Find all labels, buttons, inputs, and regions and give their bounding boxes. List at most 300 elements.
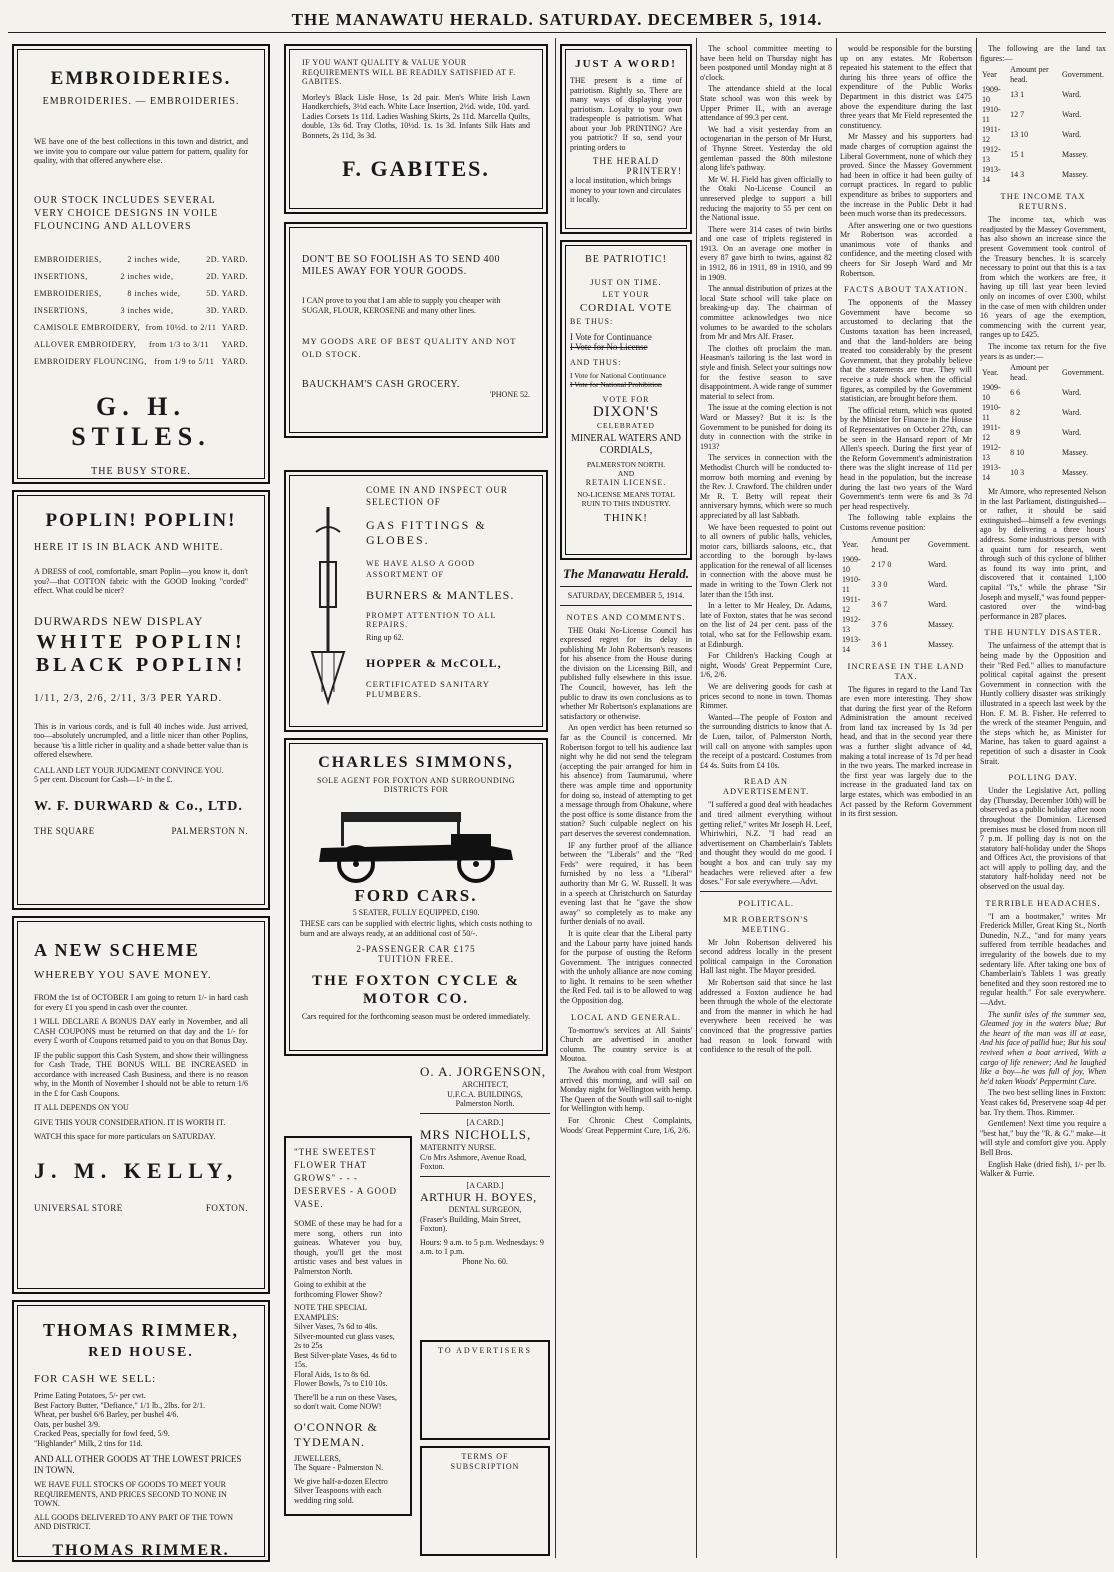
firm-tag: THE BUSY STORE. [91, 465, 191, 477]
article-para: Under the Legislative Act, polling day (Thursday, December 10th) will be observed as a public holiday after noon throughout the Dominion. Licensed premises must be closed from noon till 7 p.m. If polling day is not on the statutory half-holiday under the Shops and Offices Act, the provisions of that act will apply to polling day, and the statutory half-holiday need not be observed on the usual day. [980, 786, 1106, 892]
item-size: from 1/9 to 5/11 [154, 356, 215, 366]
card-line: (Fraser's Building, Main Street, Foxton). [420, 1214, 521, 1233]
article-para: "I suffered a good deal with headaches and tired ailment everything without getting relief," writes Mr Joseph H. Leef, Whiriwhiri, N.Z. "I had read an advertisement on Chamberlain's Tablets and thought they would do me good. I bought a box and can truly say my headaches were relieved after a few doses." For sale everywhere.—Advt. [700, 800, 832, 887]
ad-line: NO-LICENSE MEANS TOTAL RUIN TO THIS INDUSTRY. [577, 490, 675, 508]
ad-para: GIVE THIS YOUR CONSIDERATION. IT IS WORTH IT. [34, 1117, 226, 1127]
table-cell: Ward. [927, 579, 948, 589]
card-name: O. A. JORGENSON, [420, 1064, 547, 1079]
table-cell: 15 1 [1010, 150, 1025, 160]
column-header: Year [982, 70, 997, 80]
item-size: 2 inches wide, [127, 254, 181, 264]
table-row [980, 383, 1106, 403]
table-row [840, 615, 972, 635]
section-heading: NOTES AND COMMENTS. [566, 611, 686, 622]
article-para: We have been requested to point out to all owners of public halls, vehicles, motor cars, billiards saloons, etc., that according to the borough by-laws application for the renewal of all licenses in connection with the above must be made in writing to the Town Clerk not later than the 15th inst. [700, 522, 832, 599]
price-item: Silver Vases, 7s 6d to 40s. [294, 1322, 378, 1331]
professional-cards [420, 1064, 550, 1334]
addr-right: PALMERSTON N. [171, 825, 248, 836]
section-heading: FACTS ABOUT TAXATION. [844, 284, 968, 295]
card-line: ARCHITECT, [461, 1080, 509, 1089]
article-para: The school committee meeting to have been held on Thursday night has been postponed until Monday night at 8 o'clock. [700, 44, 832, 82]
ad-oconnor-tydeman [284, 1136, 412, 1516]
ad-subtitle: EMBROIDERIES. — EMBROIDERIES. [42, 96, 240, 107]
item-name: INSERTIONS, [34, 271, 88, 281]
ad-para: WATCH this space for more particulars on SATURDAY. [34, 1132, 216, 1141]
table-cell: 1913-14 [982, 165, 1001, 185]
item-price: 3D. YARD. [206, 305, 248, 315]
table-cell: 2 17 0 [871, 559, 892, 569]
ad-title: THOMAS RIMMER, [43, 1320, 239, 1340]
vase-price-list [294, 1322, 402, 1389]
article-para: The Awahou with coal from Westport arrived this morning, and will sail on Monday night for Wellington with hemp. The Queen of the South will sail to-night for Wellington with hemp. [560, 1066, 692, 1114]
table-cell: 13 10 [1010, 130, 1029, 140]
article-para: Mr John Robertson delivered his second address locally in the present political campaign in the Coronation Hall last night. The Mayor presided. [700, 937, 832, 976]
ad-dixons [560, 240, 692, 560]
item-price: 5D. YARD. [206, 288, 248, 298]
ad-cash: FOR CASH WE SELL: [34, 1373, 157, 1385]
item-size: 2 inches wide, [120, 271, 174, 281]
divider [700, 891, 832, 892]
item-name: ALLOVER EMBROIDERY, [34, 339, 137, 349]
firm-trade: JEWELLERS, [294, 1453, 341, 1463]
price-item: Best Silver-plate Vases, 4s 6d to 15s. [294, 1350, 397, 1369]
paper-title: The Manawatu Herald. [562, 566, 690, 581]
ad-body: THE present is a time of patriotism. Rightly so. There are many ways of displaying your patriotism. Loyalty to your own tradespeople is patriotism. What about your Job PRINTING? Are you patriotic? If so, send your printing orders to [570, 76, 682, 152]
column-header: Year. [982, 368, 999, 378]
column-header: Amount per head. [1010, 65, 1049, 85]
article-para: The figures in regard to the Land Tax are even more interesting. They show that during the first year of the Reform Administration the amount received from land tax increased by 1s 3d per head, and that in the second year there was a further slight advance of 4d, making a total increase of 1s 7d per head in the two years. The marked increase in the first year was largely due to the increase in the graduated land tax on large estates, which was embodied in an Act passed by the Reform Government in its first session. [840, 684, 972, 819]
item-size: from 10½d. to 2/11 [145, 322, 217, 332]
ad-line: COME IN AND INSPECT OUR SELECTION OF [366, 485, 508, 507]
ad-body: I CAN prove to you that I am able to supply you cheaper with SUGAR, FLOUR, KEROSENE and many other lines. [302, 296, 501, 315]
column-rule [696, 38, 697, 1558]
article-para: The official return, which was quoted by the Minister for Finance in the House of Representatives on October 27th, can be seen in the Hansard report of Mr Allen's speech. During the first year of the Reform Government's administration there was the slight increase of 11d per head in the population, but the increase during the last two years of the Ward Government's term were 6s and 3s 7d per head respectively. [840, 405, 972, 511]
firm-name: W. F. DURWARD & Co., LTD. [34, 798, 243, 814]
article-para: For Chronic Chest Complaints, Woods' Great Peppermint Cure, 1/6, 2/6. [560, 1116, 692, 1135]
article-para: In a letter to Mr Healey, Dr. Adams, late of Foxton, states that he was second on the list of 24 per cent. pass of the total, who sat for the Fellowship exam. at Edinburgh. [700, 601, 832, 649]
ad-tail: a local institution, which brings money to your town and circulates it locally. [570, 176, 681, 204]
article-para: THE Otaki No-License Council has expressed regret for its delay in publishing Mr John Robertson's reasons for his absence from the House during the division on the Licensing Bill, and published fully elsewhere in this issue. The Council, however, has left the public to draw its own conclusions as to whether Mr Robertson's explanations are satisfactory or otherwise. [560, 625, 692, 721]
article-para: After answering one or two questions Mr Robertson was accorded a unanimous vote of thanks and confidence, and the meeting closed with cheers for Sir Joseph Ward and Mr Robertson. [840, 220, 972, 278]
terms-subscription [420, 1446, 550, 1556]
table-cell: Ward. [927, 599, 948, 609]
firm-name: HOPPER & McCOLL, [366, 656, 502, 670]
card-name: MRS NICHOLLS, [420, 1127, 532, 1142]
divider [560, 586, 692, 587]
table-cell: 8 9 [1010, 428, 1021, 438]
firm-name: BAUCKHAM'S CASH GROCERY. [302, 379, 460, 390]
table-cell: Ward. [1061, 90, 1082, 100]
table-cell: Massey. [927, 639, 954, 649]
column-rule [836, 38, 837, 1558]
table-cell: Ward. [927, 559, 948, 569]
gas-lamp-illustration [298, 502, 358, 712]
price-item: Oats, per bushel 3/9. [34, 1419, 100, 1429]
masthead-rule [8, 32, 1106, 33]
tuition: TUITION FREE. [378, 954, 454, 964]
ad-line: CORDIAL VOTE [579, 302, 673, 314]
table-cell: 6 6 [1010, 388, 1021, 398]
ad-line: VOTE FOR [602, 395, 650, 404]
white-poplin: WHITE POPLIN! [36, 630, 246, 653]
article-para: Wanted—The people of Foxton and the surrounding districts to know that A. de Luen, tailor, of Palmerston North, will call on anyone with samples upon the receipt of a postcard. Costumes from £4 4s. Suits from £4 10s. [700, 712, 832, 770]
card-line: DENTAL SURGEON, [448, 1205, 522, 1214]
item-name: CAMISOLE EMBROIDERY, [34, 322, 141, 332]
price-row [34, 251, 248, 268]
price-item: Wheat, per bushel 6/6 Barley, per bushel 4/6. [34, 1410, 179, 1419]
firm-name: F. GABITES. [342, 156, 490, 181]
table-cell: 1912-13 [982, 443, 1001, 463]
land-tax-table [980, 65, 1106, 185]
table-cell: Massey. [1061, 150, 1088, 160]
item-name: EMBROIDERIES, [34, 288, 102, 298]
store: UNIVERSAL STORE [34, 1202, 123, 1213]
price-row [34, 353, 248, 370]
table-cell: Ward. [1061, 428, 1082, 438]
table-row [980, 85, 1106, 105]
card-label: [A CARD.] [466, 1117, 504, 1127]
price-row [34, 285, 248, 302]
town: FOXTON. [205, 1202, 248, 1213]
section-heading: POLITICAL. [737, 897, 795, 908]
item-price: YARD. [221, 322, 248, 332]
news-column-5 [840, 44, 972, 1562]
card-line: Hours: 9 a.m. to 5 p.m. Wednesdays: 9 a.m. to 1 p.m. [420, 1237, 544, 1256]
box-title: TERMS OF SUBSCRIPTION [450, 1452, 520, 1471]
table-cell: 1909-10 [842, 554, 861, 574]
herald: THE HERALD [592, 156, 660, 166]
table-cell: 1909-10 [982, 85, 1001, 105]
article-para: To-morrow's services at All Saints' Church are advertised in another column. The country service is at Moutoa. [560, 1025, 692, 1064]
table-row [840, 575, 972, 595]
article-para: The clothes oft proclaim the man. Heasman's tailoring is the last word in style and finish. Select your suitings now for the festive season to save disappointment. A wide range of summer material to select from. [700, 343, 832, 401]
customs-revenue-table [840, 535, 972, 655]
addr-left: THE SQUARE [34, 825, 95, 836]
article-para: We are delivering goods for cash at prices second to none in town. Thomas Rimmer. [700, 682, 832, 711]
ad-intro: A DRESS of cool, comfortable, smart Poplin—you know it, don't you?—that COTTON fabric with the GOOD looking "corded" effect. What could be nicer? [34, 567, 248, 595]
column-header: Government. [1061, 70, 1104, 80]
firm-name: G. H. STILES. [71, 391, 211, 451]
card-line: U.F.C.A. BUILDINGS, [447, 1089, 523, 1099]
printery: PRINTERY! [626, 166, 682, 176]
article-para: The income tax return for the five years is as under:— [980, 341, 1106, 361]
price-item: Silver-mounted cut glass vases, 2s to 25s [294, 1331, 395, 1350]
article-para: The annual distribution of prizes at the local State school will take place on breaking-up day. The chairman of committee acknowledges two nice volumes to be awarded to the scholars from Mr and Mrs Alf. Fraser. [700, 284, 832, 342]
price-item: Cracked Peas, specially for fowl feed, 5/9. [34, 1429, 170, 1438]
ad-charles-simmons [284, 738, 548, 1056]
section-heading: MR ROBERTSON'S MEETING. [723, 913, 809, 934]
table-cell: 1910-11 [842, 574, 861, 594]
ad-para: AND ALL OTHER GOODS AT THE LOWEST PRICES IN TOWN. [34, 1454, 242, 1475]
column-rule [976, 38, 977, 1558]
poem: The sunlit isles of the summer sea, Gleamed joy in the waters blue; But the heart of the man was ill at ease, And his face of pallid hue; But his soul revived when a boat arrived, With a cargo of life renewer; And he laughed like a boy—he was full of joy, When he'd taken Woods' Peppermint Cure. [980, 1009, 1106, 1086]
item-name: EMBROIDERIES, [34, 254, 102, 264]
table-row [840, 595, 972, 615]
price-row [34, 302, 248, 319]
ad-body: Morley's Black Lisle Hose, 1s 2d pair. Men's White Irish Lawn Handkerchiefs, 3½d each. White Lace Insertion, 2½d. wide, 10d. yard. Ladies Corsets 1s 11d. Ladies Washing Skirts, 2s 11d. Marcella Quilts, double, 13s 6d. Tray Cloths, 10½d. 1s. 1s 3d. Infants Silk Hats and Bonnets, 2s 11d, 3s 3d. [302, 92, 530, 140]
ballot-line-struck: I Vote for No License [570, 342, 648, 352]
section-heading: READ AN ADVERTISEMENT. [722, 776, 810, 797]
ad-para: FROM the 1st of OCTOBER I am going to return 1/- in hard cash for every £1 you spend in cash over the counter. [34, 993, 248, 1012]
firm-name: J. M. KELLY, [34, 1157, 239, 1183]
table-row [980, 463, 1106, 483]
price-item: Flower Bowls, 7s to £10 10s. [294, 1379, 388, 1388]
article-para: The services in connection with the Methodist Church will be conducted to-morrow both morning and evening by the Rev. J. Crawford. The children under Mr R. T. Betty will repeat their anniversary hymns, which were so much appreciated by all last Sabbath. [700, 453, 832, 520]
paper-date: SATURDAY, DECEMBER 5, 1914. [567, 591, 685, 600]
article-para: For Children's Hacking Cough at night, Woods' Great Peppermint Cure, 1/6, 2/6. [700, 651, 832, 680]
column-header: Amount per head. [1010, 363, 1049, 383]
table-cell: 3 3 0 [871, 579, 888, 589]
ad-title: A NEW SCHEME [34, 940, 200, 960]
box-title: TO ADVERTISERS [438, 1346, 532, 1355]
table-row [840, 555, 972, 575]
ad-line: GAS FITTINGS & GLOBES. [366, 518, 487, 547]
firm-address [34, 1202, 248, 1215]
ad-para: WE HAVE FULL STOCKS OF GOODS TO MEET YOUR REQUIREMENTS, AND PRICES SECOND TO NONE IN TOWN. [34, 1480, 227, 1508]
table-cell: 1911-12 [842, 594, 861, 614]
column-header: Year. [842, 539, 859, 549]
table-row [840, 635, 972, 655]
ad-gabites [284, 44, 548, 214]
table-cell: Massey. [927, 619, 954, 629]
ad-para: IT ALL DEPENDS ON YOU [34, 1103, 129, 1112]
ad-title: CHARLES SIMMONS, [318, 754, 514, 771]
card-line: Palmerston North. [455, 1099, 515, 1108]
table-cell: 1912-13 [982, 145, 1001, 165]
ad-note: NOTE THE SPECIAL EXAMPLES: [294, 1303, 367, 1322]
table-header [980, 363, 1106, 383]
ad-line: WE HAVE ALSO A GOOD ASSORTMENT OF [366, 559, 476, 579]
table-cell: Massey. [1061, 448, 1088, 458]
ad-para: ALL GOODS DELIVERED TO ANY PART OF THE TOWN AND DISTRICT. [34, 1512, 234, 1531]
ballot-line: I Vote for Continuance [570, 332, 652, 342]
firm-name: DIXON'S [592, 404, 660, 420]
table-cell: 8 2 [1010, 408, 1021, 418]
price-item: Prime Eating Potatoes, 5/- per cwt. [34, 1391, 146, 1400]
ad-subtitle: HERE IT IS IN BLACK AND WHITE. [34, 542, 224, 553]
ad-title: BE PATRIOTIC! [585, 254, 667, 265]
firm-address [34, 825, 248, 838]
ad-show: Going to exhibit at the forthcoming Flower Show? [294, 1280, 382, 1299]
firm-name: THOMAS RIMMER. [52, 1541, 230, 1559]
ad-call: CALL AND LET YOUR JUDGMENT CONVINCE YOU. [34, 765, 224, 775]
table-cell: 13 1 [1010, 90, 1025, 100]
article-para: The attendance shield at the local State school was won this week by Upper Primer II., with an average attendance of 99.3 per cent. [700, 84, 832, 123]
ford-cars: FORD CARS. [354, 886, 478, 905]
divider [560, 605, 692, 606]
item-size: from 1/3 to 3/11 [149, 339, 209, 349]
price-item: Floral Aids, 1s to 8s 6d. [294, 1369, 371, 1379]
ad-new-scheme [12, 916, 270, 1294]
ad-intro: WE have one of the best collections in this town and district, and we invite you to compare our value pattern for pattern, quality for quality, with that offered anywhere else. [34, 137, 248, 165]
table-cell: 1911-12 [982, 423, 1001, 443]
ad-bauckham [284, 222, 548, 438]
news-column-4 [700, 44, 832, 1562]
table-row [980, 423, 1106, 443]
card-label: [A CARD.] [466, 1180, 504, 1190]
editorial-column [560, 566, 692, 1562]
two-passenger: 2-PASSENGER CAR £175 [356, 944, 476, 954]
article-para: An open verdict has been returned so far as the Council is concerned. Mr Robertson forgot to tell his audience last night why he did not send the telegram (accepting the pair arranged for him in his absence) from Taumarunui, where there was ample time and opportunity for doing so, instead of attempting to get a message through from Ohakune, where the post office is some distance from the station? Such culpable neglect on his part deserves the severest condemnation. [560, 723, 692, 838]
article-para: English Hake (dried fish), 1/- per lb. Walker & Furrie. [980, 1159, 1106, 1179]
table-cell: Ward. [1061, 110, 1082, 120]
ad-intro: IF YOU WANT QUALITY & VALUE YOUR REQUIREMENTS WILL BE READILY SATISFIED AT F. GABITES. [302, 58, 516, 86]
table-cell: 1910-11 [982, 105, 1001, 125]
item-size: 3 inches wide, [120, 305, 174, 315]
table-cell: 3 6 7 [871, 599, 888, 609]
table-cell: 10 3 [1010, 468, 1025, 478]
price-row [34, 336, 248, 353]
income-tax-table [980, 363, 1106, 483]
ad-poplin [12, 490, 270, 910]
ad-line: AND THUS: [570, 358, 622, 367]
article-para: "I am a bootmaker," writes Mr Frederick Miller, Great King St., North Dunedin, N.Z., "and for many years suffered from terrible headaches and irregularity of the bowels due to my sedentary life. After taking one box of Chamberlain's Tablets I was greatly benefited and they soon restored me to regular health." For sale everywhere.—Advt. [980, 911, 1106, 1007]
ad-line: PROMPT ATTENTION TO ALL REPAIRS. [366, 611, 497, 629]
embroidery-price-list [34, 251, 248, 370]
ad-line: PALMERSTON NORTH. [586, 460, 666, 469]
item-size: 8 inches wide, [127, 288, 181, 298]
ad-line: AND [617, 469, 635, 478]
ad-note: Cars required for the forthcoming season must be ordered immediately. [301, 1012, 531, 1021]
card-line: C/o Mrs Ashmore, Avenue Road, Foxton. [420, 1152, 527, 1171]
ad-subtitle: RED HOUSE. [88, 1345, 194, 1360]
ad-body: THESE cars can be supplied with electric lights, which costs nothing to burn and are always ready, at an additional cost of 50/-. [300, 919, 532, 938]
ford-car-illustration [301, 798, 531, 884]
news-column-6 [980, 44, 1106, 1562]
column-header: Government. [1061, 368, 1104, 378]
price-row [34, 319, 248, 336]
ad-title: JUST A WORD! [575, 58, 677, 70]
section-heading: INCREASE IN THE LAND TAX. [847, 660, 965, 681]
table-cell: 1912-13 [842, 614, 861, 634]
table-cell: 1910-11 [982, 403, 1001, 423]
table-cell: 14 3 [1010, 170, 1025, 180]
item-price: 2D. YARD. [206, 271, 248, 281]
table-cell: 1911-12 [982, 125, 1001, 145]
table-cell: 1913-14 [842, 634, 861, 654]
article-para: The opponents of the Massey Government have become so accustomed to declaring that the Customs taxation has been increased, and that the land-holders are being treated too considerably by the present Government, that they probably believe that the statements are true. They will receive a rude shock when the official figures, as compiled by the Government statistician, are brought before them. [840, 298, 972, 404]
item-price: 2D. YARD. [206, 254, 248, 264]
firm-phone: 'PHONE 52. [489, 390, 530, 399]
section-heading: THE HUNTLY DISASTER. [984, 627, 1102, 638]
ad-para: I WILL DECLARE A BONUS DAY early in November, and all CASH COUPONS must be returned on that day and the 1/- for every £ worth of Coupons returned paid to you on that Bonus Day. [34, 1017, 248, 1045]
article-para: The following are the land tax figures:— [980, 44, 1106, 63]
ad-line: BURNERS & MANTLES. [366, 588, 515, 602]
article-para: Mr Massey and his supporters had made charges of corruption against the Liberal Government, none of which they proved. Since the Massey Government had been in office it had been guilty of corrupt practices. In regard to public expenditure as bribes to supporters and the increase in the Public Debt it had been much worse than its predecessors. [840, 132, 972, 219]
table-cell: 8 10 [1010, 448, 1025, 458]
table-cell: 12 7 [1010, 110, 1025, 120]
table-header [840, 535, 972, 555]
price-item: "Highlander" Milk, 2 tins for 11d. [34, 1438, 143, 1448]
ad-body: SOME of these may be had for a mere song, others run into guineas. Whatever you buy, though, you'll get the most artistic vases and best values in Palmerston North. [294, 1219, 402, 1276]
ad-embroideries [12, 44, 270, 484]
ad-line: RETAIN LICENSE. [585, 478, 667, 487]
item-price: YARD. [221, 339, 248, 349]
table-row [980, 105, 1106, 125]
ad-subtitle: SOLE AGENT FOR FOXTON AND SURROUNDING DISTRICTS FOR [317, 776, 515, 794]
black-poplin: BLACK POPLIN! [35, 653, 247, 676]
divider [420, 1176, 550, 1177]
ad-hopper-mccoll [284, 470, 548, 732]
table-cell: 3 6 1 [871, 639, 888, 649]
ad-quote: "THE SWEETEST FLOWER THAT GROWS" - - - DESERVES - A GOOD VASE. [294, 1147, 398, 1209]
ad-gift: We give half-a-dozen Electro Silver Teaspoons with each wedding ring sold. [294, 1476, 388, 1505]
item-name: INSERTIONS, [34, 305, 88, 315]
article-para: The following table explains the Customs revenue position: [840, 513, 972, 532]
table-cell: Ward. [1061, 130, 1082, 140]
ad-title: POPLIN! POPLIN! [45, 510, 237, 531]
firm-trade: CERTIFICATED SANITARY PLUMBERS. [366, 679, 490, 699]
ad-rush: There'll be a run on these Vases, so don't wait. Come NOW! [294, 1392, 397, 1411]
ad-title: DON'T BE SO FOOLISH AS TO SEND 400 MILES AWAY FOR YOUR GOODS. [302, 254, 500, 277]
ad-line: CELEBRATED [597, 421, 655, 430]
table-row [980, 403, 1106, 423]
article-para: would be responsible for the bursting up on any estates. Mr Robertson repeated his statement to the effect that during his three years of office the expenditure of the Public Works Department in this district was £475 above the expenditure during the last three years that Mr Field represented the constituency. [840, 44, 972, 130]
ad-stock: OUR STOCK INCLUDES SEVERAL VERY CHOICE DESIGNS IN VOILE FLOUNCING AND ALLOVERS [34, 194, 219, 232]
table-cell: Massey. [1061, 170, 1088, 180]
table-row [980, 165, 1106, 185]
divider [420, 1113, 550, 1114]
price-row [34, 268, 248, 285]
ad-line: THINK! [604, 512, 648, 524]
table-cell: Ward. [1061, 388, 1082, 398]
article-para: IF any further proof of the alliance between the "Liberals" and the "Red Feds" were required, it has been furnished by no less a "Liberal" authority than Mr G. W. Russell. It was in a speech at Christchurch on Saturday evening last that he "gave the show away" so completely as to make any further denials of no avail. [560, 840, 692, 927]
article-para: It is quite clear that the Liberal party and the Labour party have joined hands for the purpose of ousting the Reform Government. The intrigues connected with the unholy alliance are now coming to light. It remains to be seen whether the Red Fed. tail is to be allowed to wag the Opposition dog. [560, 928, 692, 1006]
article-para: The unfairness of the attempt that is being made by the Opposition and their "Red Fed." allies to manufacture political capital against the present Government in connection with the Huntly colliery disaster was strikingly illustrated in a speech last week by the Hon. F. M. B. Fisher. He referred to the wreck of the steamer Penguin, and the steps which he, as Minister for Marine, has taken to guard against a repetition of such a disaster in Cook Strait. [980, 641, 1106, 766]
ad-body: This is in various cords, and is full 40 inches wide. Just arrived, too—absolutely uncrumpled, and a little nicer than other Poplins, because 'tis a little richer in quality and a shade better value than is offered elsewhere. [34, 721, 248, 759]
to-advertisers [420, 1340, 550, 1440]
article-para: Mr W. H. Field has given officially to the Otaki No-License Council an unreserved pledge to support a bill reducing the majority to 55 per cent on the National issue. [700, 174, 832, 223]
firm-address: The Square - Palmerston N. [294, 1463, 384, 1472]
table-cell: 3 7 6 [871, 619, 888, 629]
table-cell: 1909-10 [982, 383, 1001, 403]
ad-line: MINERAL WATERS AND CORDIALS, [570, 433, 681, 456]
ballot-line-struck: I Vote for National Prohibition [570, 380, 662, 389]
masthead: THE MANAWATU HERALD. SATURDAY. DECEMBER 5, 1914. [291, 10, 823, 29]
table-cell: Massey. [1061, 468, 1088, 478]
section-heading: LOCAL AND GENERAL. [571, 1011, 681, 1022]
card-line: Phone No. 60. [462, 1256, 508, 1266]
ad-title: EMBROIDERIES. [50, 68, 232, 89]
article-para: The income tax, which was readjusted by the Massey Government, has also shown an increase since the present Government took control of the Treasury benches. It is scarcely necessary to point out that this is a tax from which the workers are free, it having up till last year been levied only on incomes of over £300, whilst in the case of men with children under 16 years of age the exemption, commencing with the current year, ranges up to £425. [980, 215, 1106, 340]
price-item: Best Factory Butter, "Defiance," 1/1 lb., 2lbs. for 2/1. [34, 1400, 206, 1410]
ad-line: LET YOUR [602, 290, 650, 299]
ad-quality: MY GOODS ARE OF BEST QUALITY AND NOT OLD STOCK. [302, 336, 517, 359]
ad-line: Ring up 62. [366, 633, 404, 642]
ad-thomas-rimmer [12, 1300, 270, 1562]
article-para: There were 314 cases of twin births and one case of triplets registered in 1913. On an average one mother in every 87 gave birth to twins, against 82 in 1912, 86 in 1911, 89 in 1910, and 99 in 1909. [700, 224, 832, 282]
ad-para: IF the public support this Cash System, and show their willingness for Cash Trade, THE BONUS WILL BE INCREASED in accordance with increased Cash Business, and there is no reason why, in the Month of November I should not be able to return 1/6 in the £ for Cash Coupons. [34, 1050, 248, 1098]
table-header [980, 65, 1106, 85]
column-rule [555, 38, 556, 1558]
table-row [980, 145, 1106, 165]
card-line: MATERNITY NURSE. [420, 1143, 497, 1152]
poplin-prices: 1/11, 2/3, 2/6, 2/11, 3/3 PER YARD. [34, 692, 223, 704]
table-cell: 1913-14 [982, 463, 1001, 483]
ad-line: JUST ON TIME. [590, 277, 662, 287]
ad-display: DURWARDS NEW DISPLAY [34, 613, 204, 628]
firm-name: THE FOXTON CYCLE & MOTOR CO. [312, 973, 520, 1007]
item-name: EMBROIDERY FLOUNCING, [34, 356, 147, 366]
item-price: YARD. [221, 356, 248, 366]
article-para: We had a visit yesterday from an octogenarian in the person of Mr Hurst, of Thynne Street. Yesterday the old gentleman passed the 80th milestone along life's pathway. [700, 124, 832, 173]
section-heading: THE INCOME TAX RETURNS. [1000, 191, 1086, 212]
ad-line: BE THUS: [570, 317, 614, 326]
article-para: The issue at the coming election is not Ward or Massey? But it is: Is the Government to be punished for doing its duty in connection with the strike in 1913? [700, 403, 832, 451]
column-header: Amount per head. [871, 534, 910, 554]
table-cell: Ward. [1061, 408, 1082, 418]
ad-subtitle: WHEREBY YOU SAVE MONEY. [34, 969, 212, 981]
